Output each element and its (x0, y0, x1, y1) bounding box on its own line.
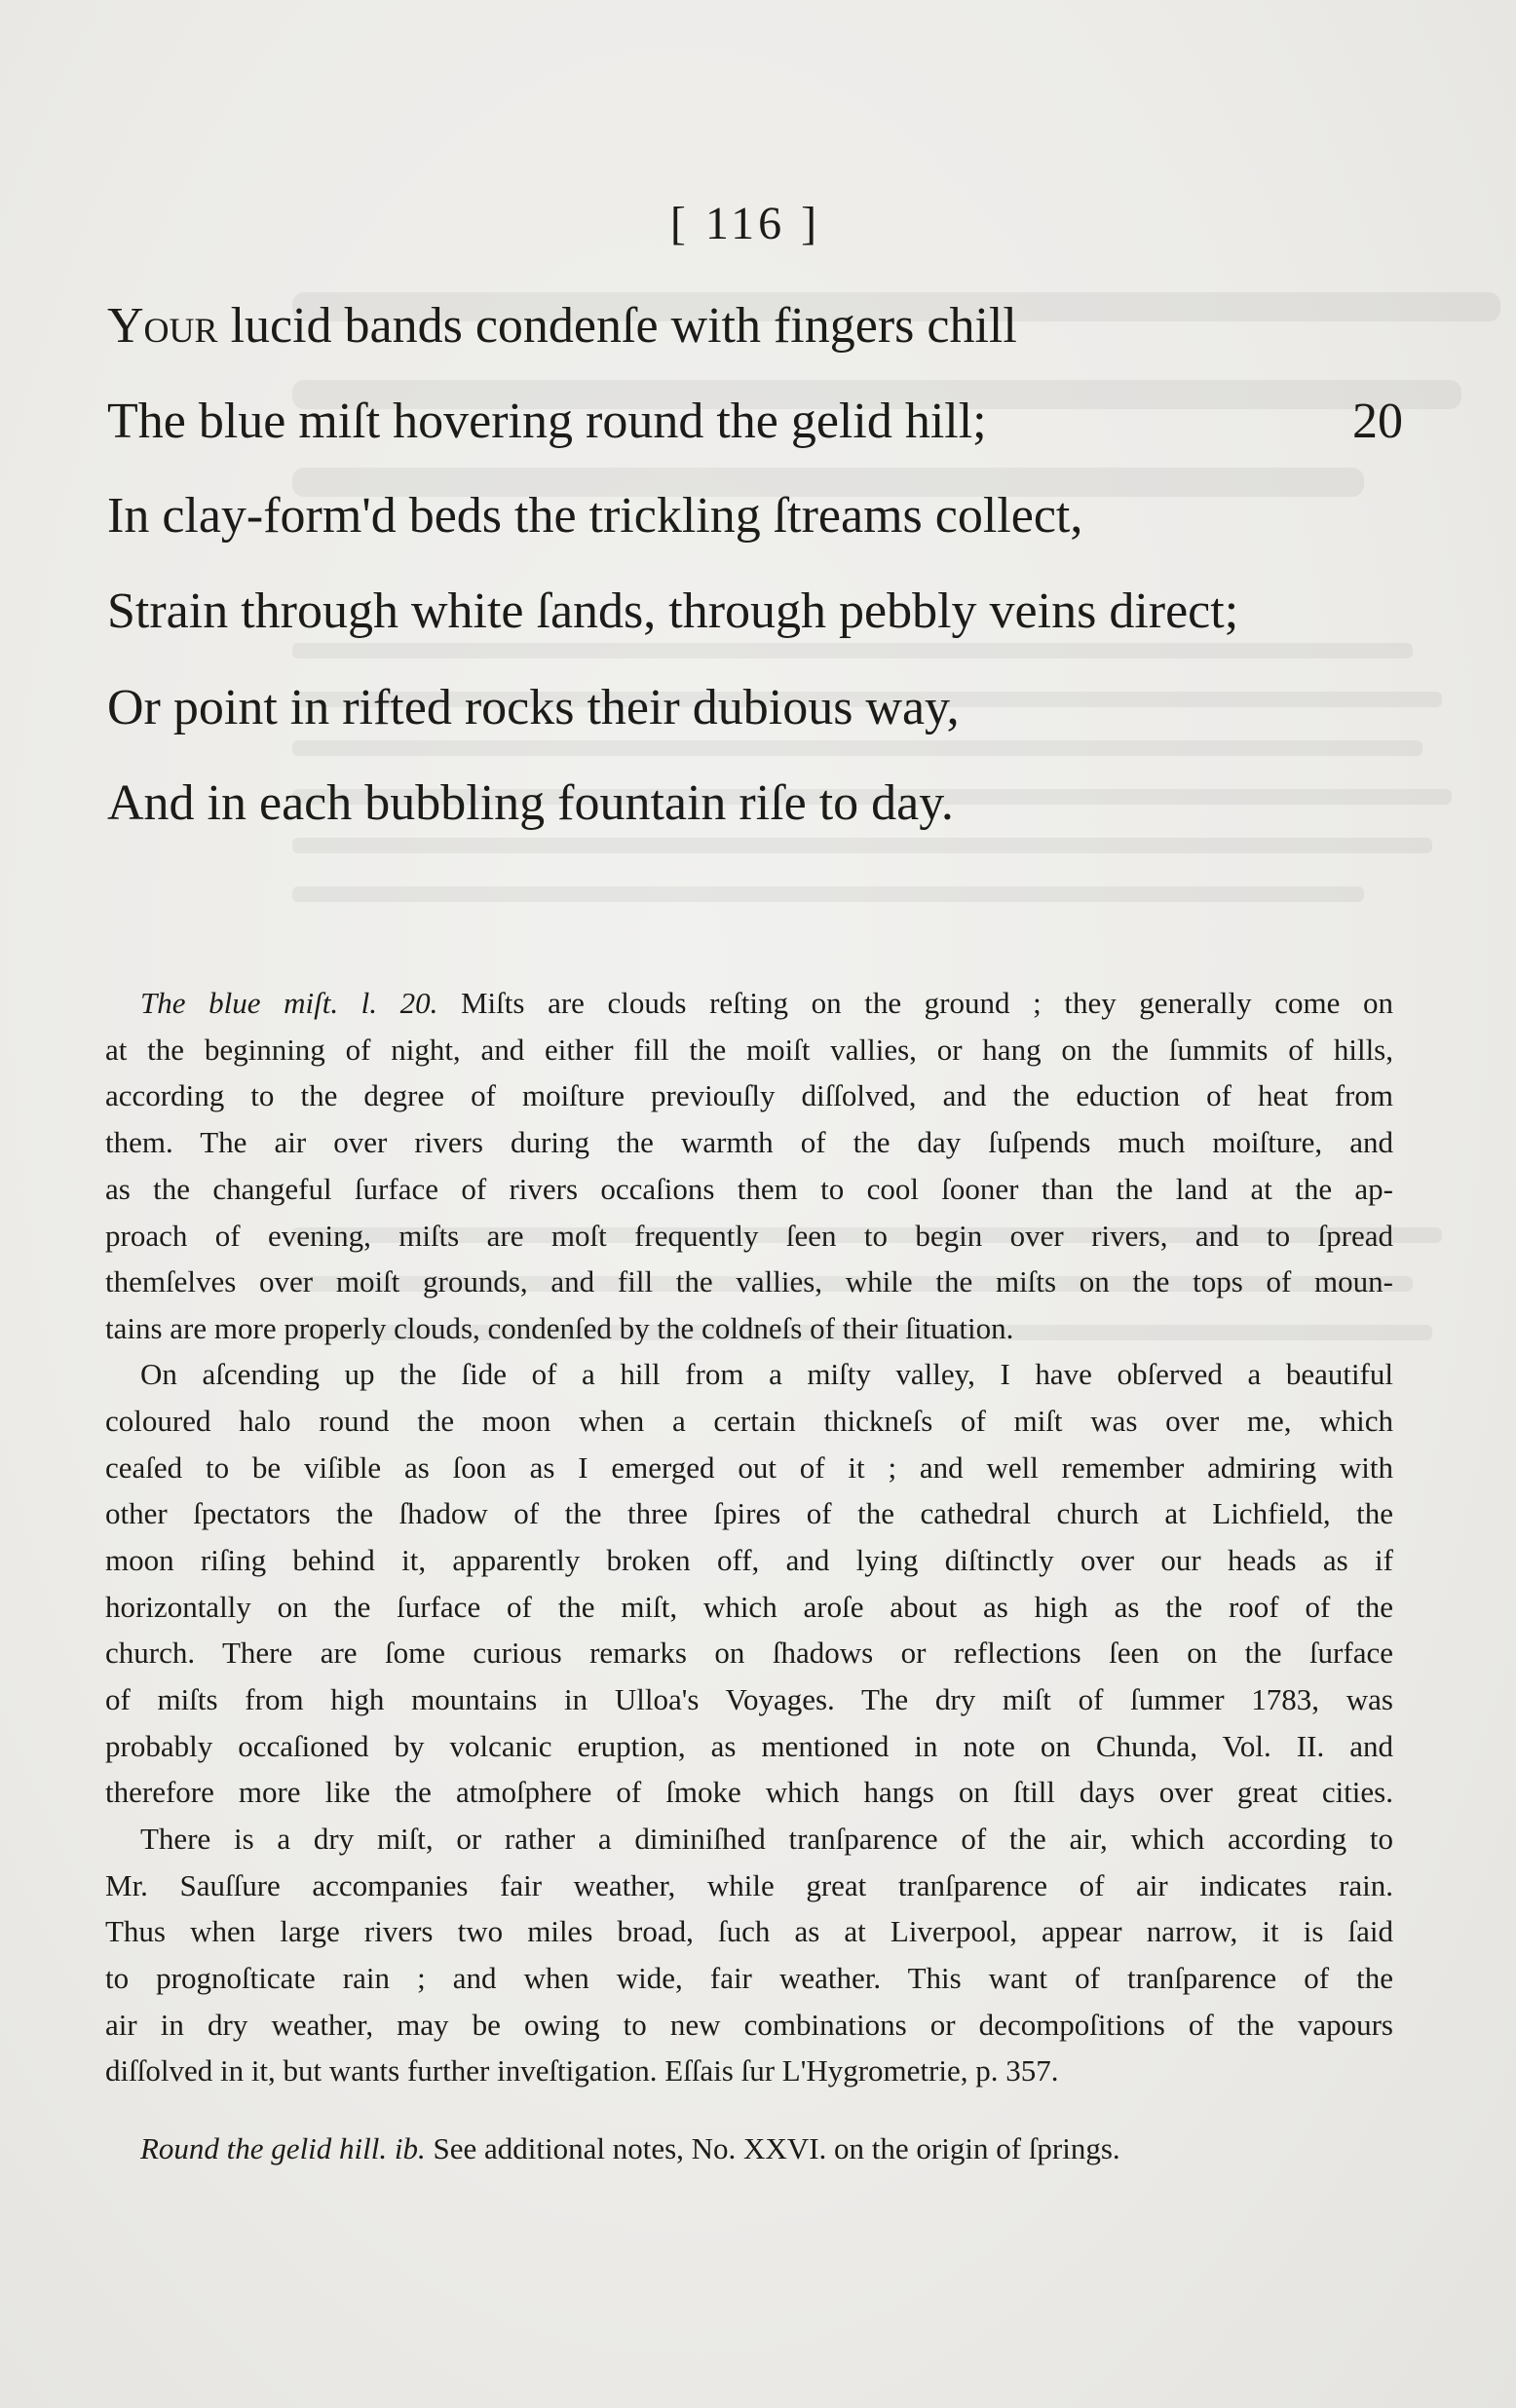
verse-line-text: lucid bands condenſe with fingers chill (217, 298, 1017, 354)
note-line: other ſpectators the ſhadow of the three ſpires of the cathedral church at Lichfield, the (105, 1496, 1393, 1530)
note-line: On aſcending up the ſide of a hill from a miſty valley, I have obſerved a beautiful (140, 1357, 1393, 1391)
note-line: ceaſed to be viſible as ſoon as I emerged out of it ; and well remember admiring with (105, 1450, 1393, 1485)
note-line: them. The air over rivers during the warmth of the day ſuſpends much moiſture, and (105, 1125, 1393, 1159)
note-line: tains are more properly clouds, condenſed by the coldneſs of their ſituation. (105, 1311, 1014, 1345)
verse-line: In clay-form'd beds the trickling ſtreams collect, (107, 488, 1083, 544)
note-line: as the changeful ſurface of rivers occaſions them to cool ſooner than the land at the ap- (105, 1172, 1393, 1206)
note-line: at the beginning of night, and either fill the moiſt vallies, or hang on the ſummits of hills, (105, 1033, 1393, 1067)
note-text: See additional notes, No. XXVI. on the origin of ſprings. (425, 2131, 1120, 2165)
line-number: 20 (1352, 394, 1403, 449)
verse-line: Or point in rifted rocks their dubious way, (107, 680, 960, 735)
verse-line-text: The blue miſt hovering round the gelid hill; (107, 394, 987, 449)
verse-line (107, 393, 1403, 450)
note-line: Mr. Sauſſure accompanies fair weather, while great tranſparence of air indicates rain. (105, 1868, 1393, 1902)
note-line (140, 982, 1393, 1025)
verse-line: And in each bubbling fountain riſe to day. (107, 775, 954, 831)
page-number: [ 116 ] (669, 198, 821, 249)
note-line: probably occaſioned by volcanic eruption, as mentioned in note on Chunda, Vol. II. and (105, 1729, 1393, 1763)
note-line: of miſts from high mountains in Ulloa's Voyages. The dry miſt of ſummer 1783, was (105, 1682, 1393, 1716)
note-text: Miſts are clouds reſting on the ground ; they generally come on (437, 986, 1393, 1020)
note-line: therefore more like the atmoſphere of ſmoke which hangs on ſtill days over great cities. (105, 1775, 1393, 1809)
note-line: according to the degree of moiſture previouſly diſſolved, and the eduction of heat from (105, 1078, 1393, 1112)
verse-line (107, 297, 1403, 355)
note-line: coloured halo round the moon when a certain thickneſs of miſt was over me, which (105, 1404, 1393, 1438)
verse-initial-word: Your (107, 298, 218, 354)
note-line: to prognoſticate rain ; and when wide, fair weather. This want of tranſparence of the (105, 1961, 1393, 1995)
note-lemma: Round the gelid hill. ib. (140, 2131, 426, 2165)
note-line: air in dry weather, may be owing to new combinations or decompoſitions of the vapours (105, 2008, 1393, 2042)
note-lemma: The blue miſt. l. 20. (140, 986, 438, 1020)
note-line: church. There are ſome curious remarks on ſhadows or reflections ſeen on the ſurface (105, 1636, 1393, 1670)
note-line: themſelves over moiſt grounds, and fill the vallies, while the miſts on the tops of moun- (105, 1264, 1393, 1298)
note-line: proach of evening, miſts are moſt frequently ſeen to begin over rivers, and to ſpread (105, 1219, 1393, 1253)
note-line (140, 2127, 1358, 2170)
note-line: There is a dry miſt, or rather a diminiſhed tranſparence of the air, which according to (140, 1822, 1393, 1856)
note-line: Thus when large rivers two miles broad, ſuch as at Liverpool, appear narrow, it is ſaid (105, 1914, 1393, 1948)
note-line: diſſolved in it, but wants further inveſtigation. Eſſais ſur L'Hygrometrie, p. 357. (105, 2053, 1059, 2088)
note-line: moon riſing behind it, apparently broken off, and lying diſtinctly over our heads as if (105, 1543, 1393, 1577)
verse-line: Strain through white ſands, through pebbly veins direct; (107, 583, 1239, 639)
note-line: horizontally on the ſurface of the miſt, which aroſe about as high as the roof of the (105, 1590, 1393, 1624)
